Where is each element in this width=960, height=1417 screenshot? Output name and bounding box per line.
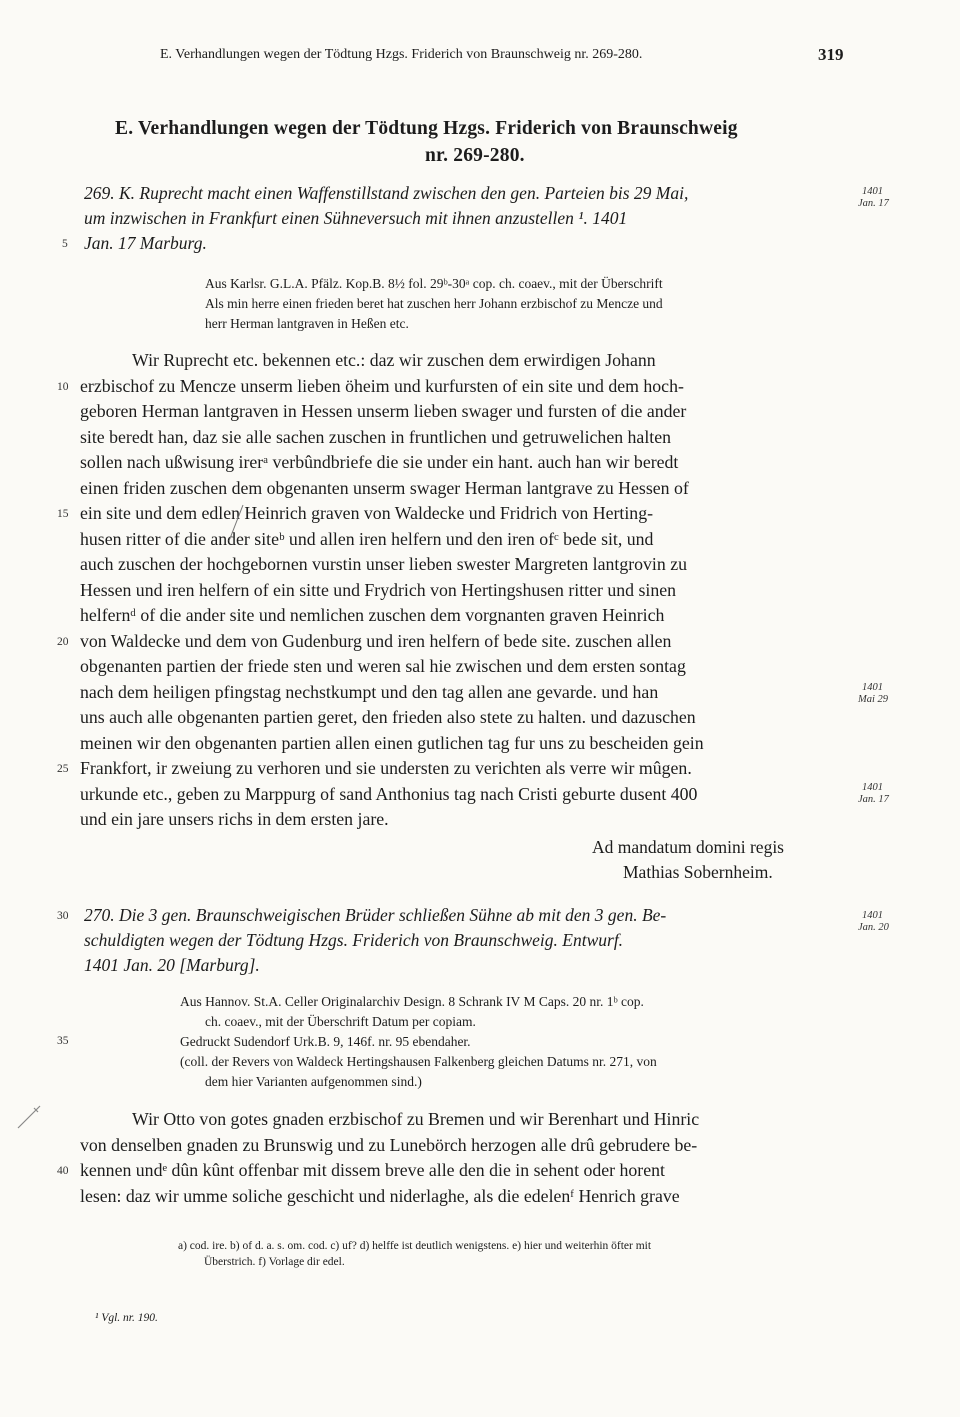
doc269-text-line-15: uns auch alle obgenanten partien geret, den frieden also stete zu halten. und dazuschen (80, 707, 696, 727)
doc270-source-line-5: dem hier Varianten aufgenommen sind.) (205, 1074, 422, 1089)
doc269-signature-line-2: Mathias Sobernheim. (623, 862, 773, 882)
margin-date-day: Jan. 20 (858, 922, 889, 933)
doc269-regest-line-1: 269. K. Ruprecht macht einen Waffenstillstand zwischen den gen. Parteien bis 29 Mai, (84, 183, 689, 203)
doc270-regest-line-2: schuldigten wegen der Tödtung Hzgs. Friderich von Braunschweig. Entwurf. (84, 930, 624, 950)
line-number: 35 (57, 1035, 69, 1047)
doc269-text-line-6: einen friden zuschen dem obgenanten unserm swager Herman lantgrave zu Hessen of (80, 478, 689, 498)
margin-date-year: 1401 (862, 186, 883, 197)
pencil-mark-icon (225, 503, 245, 543)
footnote-line-2: Überstrich. f) Vorlage dir edel. (204, 1256, 345, 1268)
doc269-regest-line-2: um inzwischen in Frankfurt einen Sühneversuch mit ihnen anzustellen ¹. 1401 (84, 208, 628, 228)
doc269-signature-line-1: Ad mandatum domini regis (592, 837, 784, 857)
doc269-source-line-2: Als min herre einen frieden beret hat zuschen herr Johann erzbischof zu Mencze und (205, 296, 663, 311)
doc270-text-line-4: lesen: daz wir umme soliche geschicht und niderlaghe, als die edelenᶠ Henrich grave (80, 1186, 680, 1206)
margin-date (858, 782, 889, 806)
line-number: 15 (57, 508, 69, 520)
doc269-text-line-2: erzbischof zu Mencze unserm lieben öheim und kurfursten of ein site und dem hoch- (80, 376, 684, 396)
margin-date (858, 682, 889, 706)
doc269-text-line-13: obgenanten partien der friede sten und weren sal hie zwischen und dem ersten sontag (80, 656, 686, 676)
page-footnote: ¹ Vgl. nr. 190. (95, 1312, 158, 1324)
section-heading-line-2: nr. 269-280. (425, 145, 525, 166)
doc270-text-line-1: Wir Otto von gotes gnaden erzbischof zu Bremen und wir Berenhart und Hinric (132, 1109, 700, 1129)
doc269-source-line-3: herr Herman lantgraven in Heßen etc. (205, 316, 409, 331)
margin-date (858, 186, 889, 210)
page-number: 319 (818, 45, 844, 64)
margin-date-day: Jan. 17 (858, 794, 889, 805)
doc270-source-line-1: Aus Hannov. St.A. Celler Originalarchiv Design. 8 Schrank IV M Caps. 20 nr. 1ᵇ cop. (180, 994, 644, 1009)
doc269-text-line-14: nach dem heiligen pfingstag nechstkumpt und den tag allen ane gevarde. und han (80, 682, 659, 702)
margin-date-year: 1401 (862, 682, 883, 693)
doc270-source-line-2: ch. coaev., mit der Überschrift Datum per copiam. (205, 1014, 476, 1029)
line-number: 20 (57, 636, 69, 648)
line-number: 40 (57, 1165, 69, 1177)
doc270-text-line-2: von denselben gnaden zu Brunswig und zu Lunebörch herzogen alle drû gebrudere be- (80, 1135, 698, 1155)
line-number: 25 (57, 763, 69, 775)
doc269-text-line-7: ein site und dem edlen Heinrich graven von Waldecke und Fridrich von Herting- (80, 503, 654, 523)
doc269-text-line-1: Wir Ruprecht etc. bekennen etc.: daz wir zuschen dem erwirdigen Johann (132, 350, 656, 370)
doc269-text-line-10: Hessen und iren helfern of ein sitte und Frydrich von Hertingshusen ritter und sinen (80, 580, 677, 600)
doc270-regest-line-1: 270. Die 3 gen. Braunschweigischen Brüder schließen Sühne ab mit den 3 gen. Be- (84, 905, 667, 925)
doc269-text-line-12: von Waldecke und dem von Gudenburg und iren helfern of bede site. zuschen allen (80, 631, 672, 651)
doc269-text-line-18: urkunde etc., geben zu Marppurg of sand Anthonius tag nach Cristi geburte dusent 400 (80, 784, 698, 804)
doc270-regest-line-3: 1401 Jan. 20 [Marburg]. (84, 955, 260, 975)
doc269-source-line-1: Aus Karlsr. G.L.A. Pfälz. Kop.B. 8½ fol. 29ᵇ-30ᵃ cop. ch. coaev., mit der Überschrift (205, 276, 663, 291)
margin-date-day: Jan. 17 (858, 198, 889, 209)
line-number: 30 (57, 910, 69, 922)
doc269-text-line-11: helfernᵈ of die ander site und nemlichen zuschen dem vorgnanten graven Heinrich (80, 605, 665, 625)
footnote-line-1: a) cod. ire. b) of d. a. s. om. cod. c) uf? d) helffe ist deutlich wenigstens. e) hier und weiterhin öfter mit (178, 1240, 652, 1252)
running-header: E. Verhandlungen wegen der Tödtung Hzgs. Friderich von Braunschweig nr. 269-280. (160, 47, 643, 62)
margin-date (858, 910, 889, 934)
pencil-mark-icon (14, 1102, 44, 1132)
doc269-text-line-8: husen ritter of die ander siteᵇ und allen iren helfern und den iren ofᶜ bede sit, und (80, 529, 654, 549)
doc269-text-line-9: auch zuschen der hochgebornen vurstin unser lieben swester Margreten lantgrovin zu (80, 554, 687, 574)
doc269-text-line-17: Frankfort, ir zweiung zu verhoren und sie understen zu verichten als verre wir mûgen. (80, 758, 692, 778)
doc269-text-line-19: und ein jare unsers richs in dem ersten jare. (80, 809, 389, 829)
line-number: 5 (62, 238, 68, 250)
margin-date-year: 1401 (862, 782, 883, 793)
doc269-regest-line-3: Jan. 17 Marburg. (84, 233, 207, 253)
doc269-text-line-16: meinen wir den obgenanten partien allen einen gutlichen tag fur uns zu bescheiden gein (80, 733, 704, 753)
doc270-source-line-4: (coll. der Revers von Waldeck Hertingshausen Falkenberg gleichen Datums nr. 271, von (180, 1054, 657, 1069)
margin-date-year: 1401 (862, 910, 883, 921)
doc270-source-line-3: Gedruckt Sudendorf Urk.B. 9, 146f. nr. 95 ebendaher. (180, 1034, 471, 1049)
section-heading-line-1: E. Verhandlungen wegen der Tödtung Hzgs. Friderich von Braunschweig (115, 118, 738, 139)
line-number: 10 (57, 381, 69, 393)
doc269-text-line-5: sollen nach ußwisung irerᵃ verbûndbriefe die sie under ein hant. auch han wir beredt (80, 452, 679, 472)
doc270-text-line-3: kennen undᵉ dûn kûnt offenbar mit dissem breve alle den die in sehent oder horent (80, 1160, 665, 1180)
margin-date-day: Mai 29 (858, 694, 889, 705)
doc269-text-line-4: site beredt han, daz sie alle sachen zuschen in fruntlichen und getruwelichen halten (80, 427, 671, 447)
doc269-text-line-3: geboren Herman lantgraven in Hessen unserm lieben swager und fursten of die ander (80, 401, 687, 421)
